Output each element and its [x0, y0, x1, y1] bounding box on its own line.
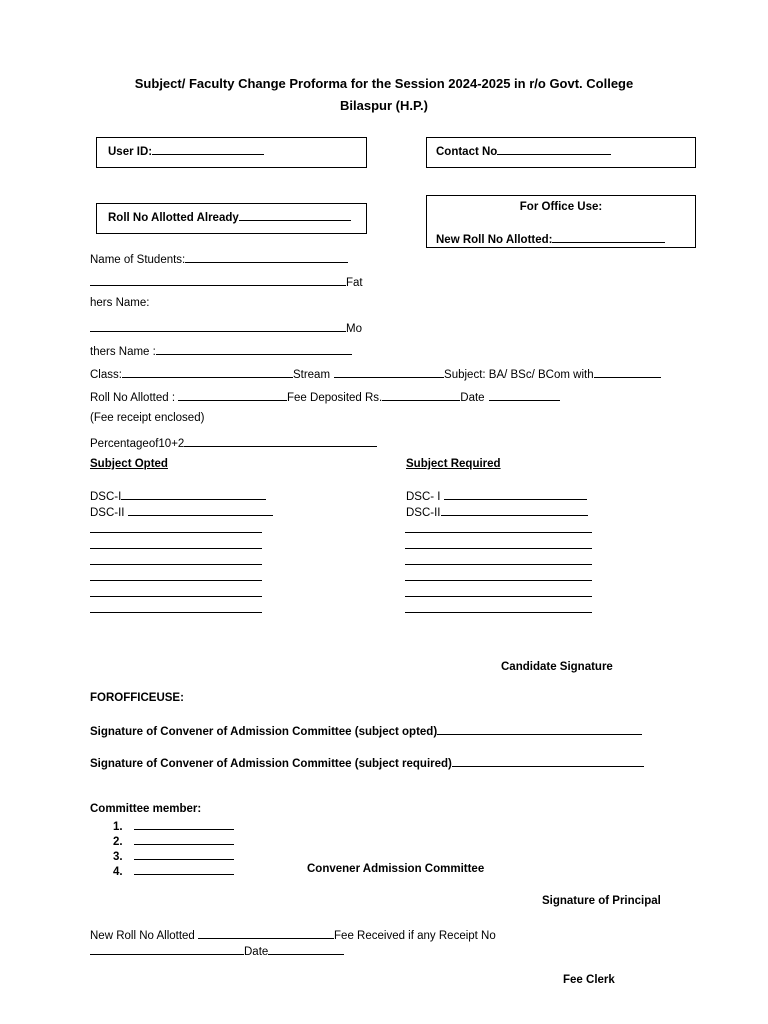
- sig-convener-opted-line[interactable]: [437, 723, 642, 735]
- subject-label: Subject: BA/ BSc/ BCom with: [444, 369, 594, 381]
- date-label: Date: [460, 392, 485, 404]
- mo-label: Mo: [346, 323, 362, 335]
- footer-date-label: Date: [244, 946, 269, 958]
- user-id-label: User ID:: [108, 146, 153, 158]
- required-blank-line[interactable]: [405, 612, 592, 613]
- date-line[interactable]: [489, 389, 560, 401]
- roll-no-already-field[interactable]: [108, 209, 351, 224]
- roll-no-already-line[interactable]: [239, 209, 351, 221]
- committee-member-item[interactable]: [113, 818, 234, 833]
- user-id-box: [96, 137, 367, 168]
- class-label: Class:: [90, 369, 122, 381]
- user-id-field[interactable]: [108, 143, 264, 158]
- required-blank-line[interactable]: [405, 596, 592, 597]
- opted-blank-line[interactable]: [90, 548, 262, 549]
- fee-deposited-label: Fee Deposited Rs.: [287, 392, 383, 404]
- opted-blank-line[interactable]: [90, 564, 262, 565]
- footer-receipt-no-line[interactable]: [90, 943, 244, 955]
- signature-of-principal: Signature of Principal: [542, 895, 661, 907]
- required-dsc2-line[interactable]: [441, 504, 588, 516]
- convener-admission-committee: Convener Admission Committee: [307, 863, 485, 875]
- required-dsc2-label: DSC-II: [406, 507, 441, 519]
- committee-number: 3.: [113, 851, 123, 863]
- sig-convener-opted-label: Signature of Convener of Admission Committee (subject opted): [90, 726, 438, 738]
- thers-name-field[interactable]: [90, 343, 352, 358]
- committee-number: 4.: [113, 866, 123, 878]
- required-dsc1-label: DSC- I: [406, 491, 444, 503]
- fee-clerk: Fee Clerk: [563, 974, 615, 986]
- footer-date-line[interactable]: [268, 943, 344, 955]
- form-title-line2: Bilaspur (H.P.): [340, 98, 428, 113]
- user-id-line[interactable]: [152, 143, 264, 155]
- opted-dsc2-label: DSC-II: [90, 507, 128, 519]
- mothers-name-line-row[interactable]: [90, 320, 362, 335]
- name-of-students-line[interactable]: [185, 251, 348, 263]
- roll-no-allotted-line[interactable]: [178, 389, 287, 401]
- subject-required-heading: Subject Required: [406, 458, 501, 470]
- new-roll-no-line[interactable]: [552, 231, 665, 243]
- mothers-name-line[interactable]: [90, 320, 346, 332]
- committee-member-item[interactable]: [113, 848, 234, 863]
- sig-convener-required-field[interactable]: [90, 755, 644, 770]
- name-of-students-field[interactable]: [90, 251, 348, 266]
- required-dsc1-field[interactable]: [406, 488, 587, 503]
- percentage-line[interactable]: [184, 435, 377, 447]
- fathers-name-line[interactable]: [90, 274, 346, 286]
- opted-dsc1-field[interactable]: [90, 488, 266, 503]
- committee-member-item[interactable]: [113, 833, 234, 848]
- footer-fee-received-label: Fee Received if any Receipt No: [334, 930, 496, 942]
- required-blank-line[interactable]: [405, 564, 592, 565]
- fat-label: Fat: [346, 277, 363, 289]
- class-line[interactable]: [122, 366, 293, 378]
- office-use-heading: FOROFFICEUSE:: [90, 692, 184, 704]
- opted-blank-line[interactable]: [90, 596, 262, 597]
- required-blank-line[interactable]: [405, 532, 592, 533]
- required-blank-line[interactable]: [405, 548, 592, 549]
- fee-deposited-line[interactable]: [382, 389, 460, 401]
- opted-dsc1-label: DSC-I: [90, 491, 122, 503]
- sig-convener-opted-field[interactable]: [90, 723, 642, 738]
- committee-member-line[interactable]: [134, 848, 234, 860]
- office-use-box: [426, 195, 696, 248]
- sig-convener-required-label: Signature of Convener of Admission Committee (subject required): [90, 758, 452, 770]
- opted-dsc2-field[interactable]: [90, 504, 273, 519]
- subject-opted-heading: Subject Opted: [90, 458, 168, 470]
- opted-blank-line[interactable]: [90, 612, 262, 613]
- roll-no-row: [90, 389, 560, 404]
- thers-name-line[interactable]: [156, 343, 352, 355]
- percentage-field[interactable]: [90, 435, 377, 450]
- roll-no-already-box: [96, 203, 367, 234]
- footer-new-roll-no-line[interactable]: [198, 927, 334, 939]
- contact-no-line[interactable]: [497, 143, 611, 155]
- name-of-students-label: Name of Students:: [90, 254, 186, 266]
- committee-number: 1.: [113, 821, 123, 833]
- hers-name-label: hers Name:: [90, 297, 150, 309]
- committee-heading: Committee member:: [90, 803, 202, 815]
- class-row: [90, 366, 661, 381]
- required-dsc1-line[interactable]: [444, 488, 587, 500]
- fathers-name-line-row[interactable]: [90, 274, 363, 289]
- contact-no-field[interactable]: [436, 143, 611, 158]
- roll-no-already-label: Roll No Allotted Already: [108, 212, 239, 224]
- form-title-line1: Subject/ Faculty Change Proforma for the Session 2024-2025 in r/o Govt. College: [134, 76, 634, 91]
- required-dsc2-field[interactable]: [406, 504, 588, 519]
- stream-line[interactable]: [334, 366, 444, 378]
- contact-no-box: [426, 137, 696, 168]
- committee-member-line[interactable]: [134, 818, 234, 830]
- contact-no-label: Contact No: [436, 146, 498, 158]
- stream-label: Stream: [292, 369, 331, 381]
- new-roll-no-label: New Roll No Allotted:: [436, 234, 553, 246]
- footer-new-roll-no-label: New Roll No Allotted: [90, 930, 199, 942]
- footer-roll-fee-row: [90, 927, 496, 942]
- footer-receipt-date-row: [90, 943, 344, 958]
- fee-receipt-note: (Fee receipt enclosed): [90, 412, 205, 424]
- committee-member-line[interactable]: [134, 833, 234, 845]
- thers-name-label: thers Name :: [90, 346, 156, 358]
- opted-dsc1-line[interactable]: [121, 488, 266, 500]
- roll-no-allotted-label: Roll No Allotted :: [90, 392, 176, 404]
- office-use-title: For Office Use:: [519, 201, 603, 213]
- new-roll-no-field[interactable]: [436, 231, 665, 246]
- sig-convener-required-line[interactable]: [452, 755, 644, 767]
- candidate-signature: Candidate Signature: [501, 661, 613, 673]
- opted-blank-line[interactable]: [90, 532, 262, 533]
- required-blank-line[interactable]: [405, 580, 592, 581]
- committee-member-item[interactable]: [113, 863, 234, 878]
- opted-dsc2-line[interactable]: [128, 504, 273, 516]
- committee-number: 2.: [113, 836, 123, 848]
- committee-member-line[interactable]: [134, 863, 234, 875]
- opted-blank-line[interactable]: [90, 580, 262, 581]
- subject-line[interactable]: [594, 366, 661, 378]
- percentage-label: Percentageof10+2: [90, 438, 185, 450]
